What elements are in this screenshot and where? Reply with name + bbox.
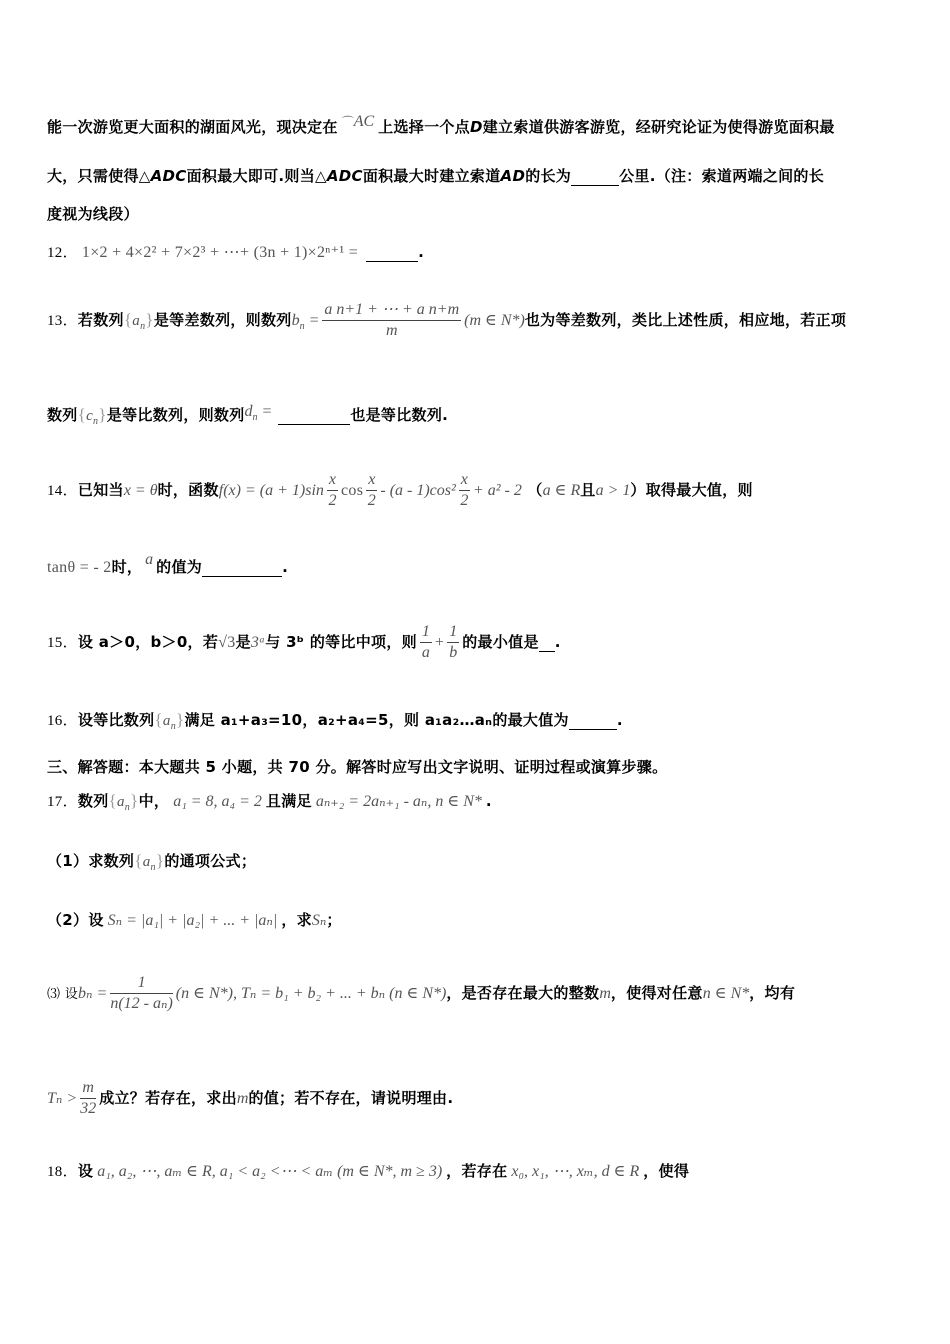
question-14-cont: tanθ = - 2时， a 的值为 .	[47, 551, 289, 576]
bn-formula: $b_n$ =	[291, 312, 320, 333]
series-expression: 1×2 + 4×2² + 7×2³ + ⋯+ (3n + 1)×2ⁿ⁺¹ =	[81, 244, 359, 261]
question-14: 14．已知当x = θ时，函数f(x) = (a + 1)sin $\frac{x}{2}$ cos $\frac{x}{2}$ - (a - 1)cos² $\frac{x}{2}$ + a² - 2 （a ∈ R且a > 1）取得最大值，则	[47, 471, 753, 509]
arc-ac: ⌒AC	[341, 113, 375, 130]
answer-blank	[571, 167, 619, 186]
answer-blank	[202, 558, 282, 577]
section-3-heading: 三、解答题：本大题共 5 小题，共 70 分。解答时应写出文字说明、证明过程或演算步骤。	[47, 758, 668, 776]
text: 上选择一个点	[378, 118, 470, 136]
question-12: 12． 1×2 + 4×2² + 7×2³ + ⋯+ (3n + 1)×2ⁿ⁺¹ = .	[47, 243, 425, 261]
intro-line-1	[47, 113, 835, 137]
answer-blank	[366, 243, 418, 262]
text: 能一次游览更大面积的湖面风光，现决定在	[47, 118, 338, 136]
question-17-part-2: （2）设 Sₙ = |a₁| + |a₂| + ... + |aₙ| ，求Sₙ；	[47, 911, 342, 929]
question-17-part-3-cont: Tₙ > $\frac{m}{32}$ 成立？若存在，求出m的值；若不存在，请说明理由.	[47, 1079, 454, 1117]
intro-line-2: 大，只需使得△ADC面积最大即可.则当△ADC面积最大时建立索道AD的长为 公里.（注：索道两端之间的长	[47, 167, 825, 185]
question-17: 17．数列$\{a_n\}$中， a₁ = 8, a₄ = 2 且满足 aₙ₊₂ = 2aₙ₊₁ - aₙ, n ∈ N* .	[47, 791, 492, 813]
question-18: 18．设 a₁, a₂, ⋯, aₘ ∈ R, a₁ < a₂ <⋯ < aₘ (m ∈ N*, m ≥ 3) ，若存在 x₀, x₁, ⋯, xₘ, d ∈ R ，使得	[47, 1162, 690, 1180]
sequence-c: $\{c_n\}$	[77, 405, 107, 427]
answer-blank	[278, 406, 350, 425]
question-16: 16．设等比数列$\{a_n\}$满足 a₁+a₃=10，a₂+a₄=5，则 a₁a₂…aₙ的最大值为 .	[47, 710, 623, 732]
question-13-cont: 数列$\{c_n\}$是等比数列，则数列$d_n$ = 也是等比数列.	[47, 403, 449, 427]
point-d: D	[469, 118, 483, 136]
answer-blank	[569, 711, 617, 730]
question-13: 13．若数列$\{a_n\}$是等差数列，则数列$b_n$ = $\frac{\text{a n+1 + ⋯ + a n+m}}{m}$ (m ∈ N*)也为等差数列，类比上述性质，相应地，若正项	[47, 301, 847, 339]
question-15: 15．设 a＞0，b＞0，若√3是3ᵃ与 3ᵇ 的等比中项，则 $\frac{1}{a}$ + $\frac{1}{b}$ 的最小值是 .	[47, 623, 561, 661]
intro-line-3: 度视为线段）	[47, 205, 139, 223]
answer-blank	[539, 633, 555, 652]
question-17-part-3: ⑶ 设bₙ = $\frac{1}{\text{n(12 - aₙ)}}$ (n ∈ N*), Tₙ = b₁ + b₂ + ... + bₙ (n ∈ N*)，是否存在最大的整数m，使得对任意n ∈ N*，均有	[47, 974, 796, 1012]
question-17-part-1: （1）求数列$\{a_n\}$的通项公式；	[47, 851, 257, 873]
sequence-a: $\{a_n\}$	[123, 310, 154, 332]
text: 建立索道供游客游览，经研究论证为使得游览面积最	[482, 118, 835, 136]
bn-fraction: $\frac{\text{a n+1 + ⋯ + a n+m}}{m}$	[324, 301, 460, 339]
